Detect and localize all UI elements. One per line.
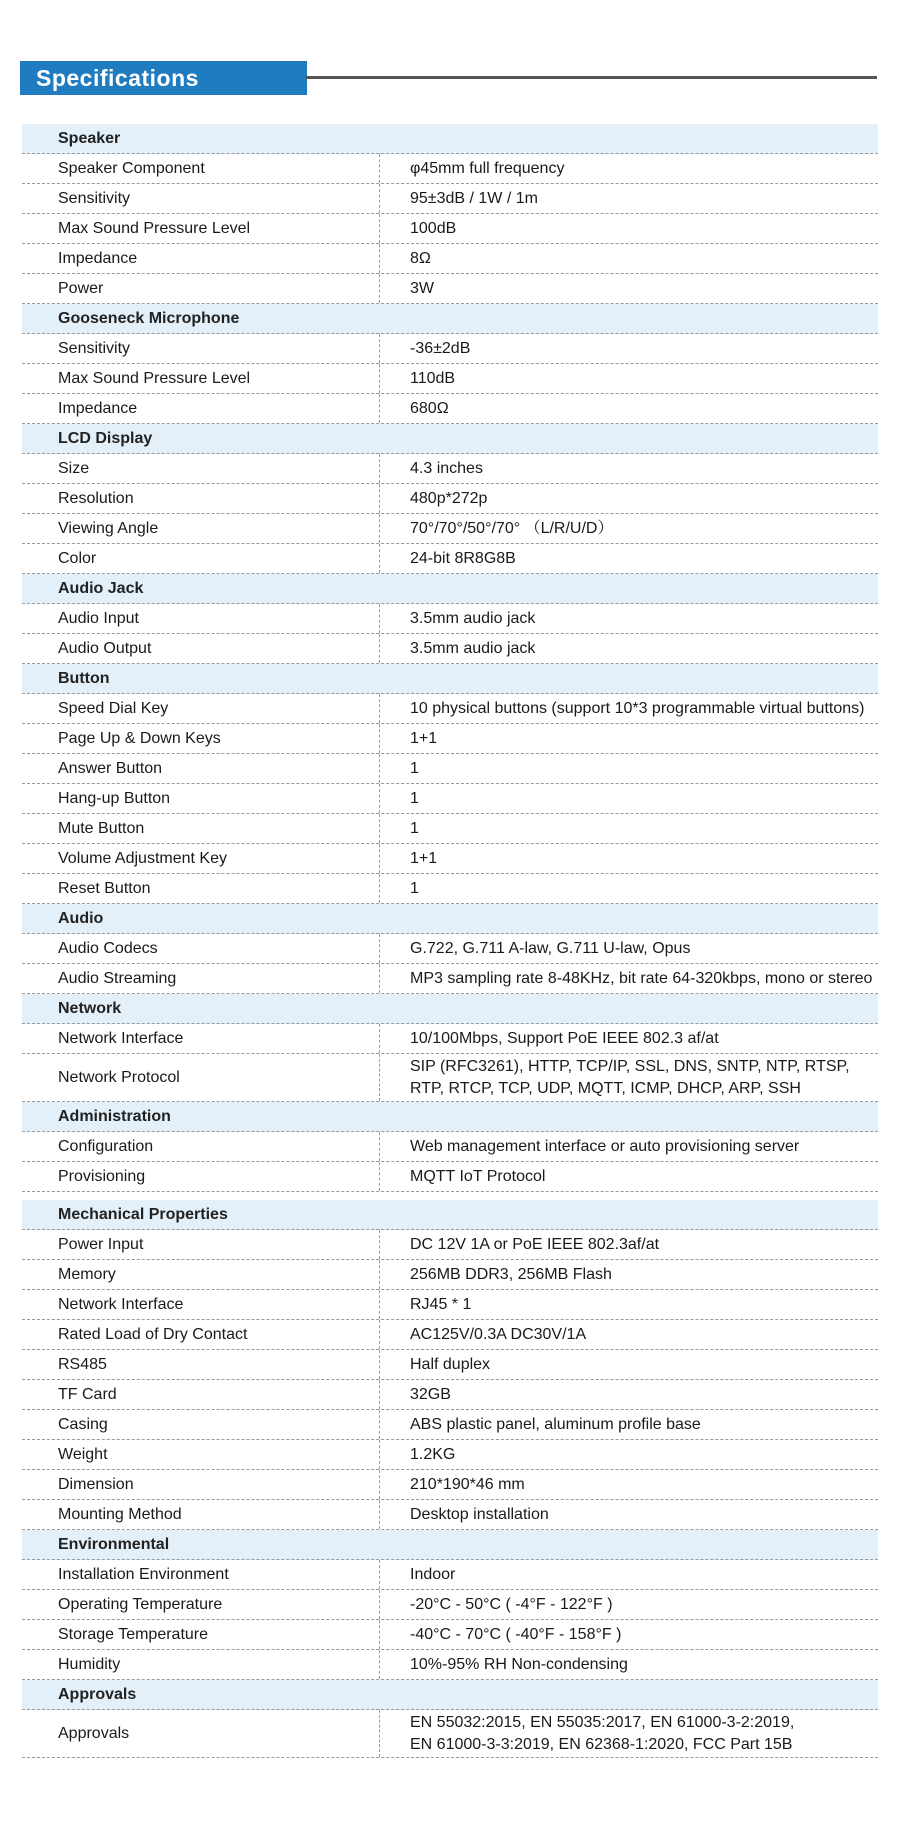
- spec-label: Casing: [22, 1410, 380, 1439]
- spec-row: [22, 1410, 878, 1440]
- spec-label: RS485: [22, 1350, 380, 1379]
- spec-row: [22, 1260, 878, 1290]
- spec-label: Power: [22, 274, 380, 303]
- spec-table-main: [22, 124, 878, 1192]
- section-header: Mechanical Properties: [22, 1200, 878, 1230]
- spec-row: [22, 1162, 878, 1192]
- spec-row: [22, 1620, 878, 1650]
- spec-value: 10%-95% RH Non-condensing: [410, 1655, 628, 1673]
- spec-value: EN 55032:2015, EN 55035:2017, EN 61000-3-2:2019, EN 61000-3-3:2019, EN 62368-1:2020, FCC Part 15B: [410, 1713, 795, 1753]
- spec-value: 70°/70°/50°/70° （L/R/U/D）: [410, 519, 614, 537]
- spec-label: Sensitivity: [22, 334, 380, 363]
- spec-row: [22, 1560, 878, 1590]
- spec-label: Configuration: [22, 1132, 380, 1161]
- spec-label: Network Interface: [22, 1024, 380, 1053]
- spec-value: RJ45 * 1: [410, 1295, 472, 1313]
- spec-label: Speaker Component: [22, 154, 380, 183]
- spec-row: [22, 1440, 878, 1470]
- spec-value: AC125V/0.3A DC30V/1A: [410, 1325, 587, 1343]
- spec-label: Impedance: [22, 394, 380, 423]
- section-header: Audio: [22, 904, 878, 934]
- spec-value: 256MB DDR3, 256MB Flash: [410, 1265, 612, 1283]
- spec-value: Desktop installation: [410, 1505, 549, 1523]
- spec-row: [22, 394, 878, 424]
- spec-label: Resolution: [22, 484, 380, 513]
- spec-row: [22, 1350, 878, 1380]
- spec-row: [22, 484, 878, 514]
- spec-label: Mute Button: [22, 814, 380, 843]
- spec-row: [22, 334, 878, 364]
- section-header: Speaker: [22, 124, 878, 154]
- spec-label: Speed Dial Key: [22, 694, 380, 723]
- spec-value: 1: [410, 759, 419, 777]
- spec-value: 32GB: [410, 1385, 451, 1403]
- spec-label: Sensitivity: [22, 184, 380, 213]
- spec-label: Memory: [22, 1260, 380, 1289]
- spec-row: [22, 454, 878, 484]
- spec-label: Viewing Angle: [22, 514, 380, 543]
- spec-value: -36±2dB: [410, 339, 471, 357]
- spec-label: Reset Button: [22, 874, 380, 903]
- spec-value: 480p*272p: [410, 489, 488, 507]
- title-rule: [306, 76, 877, 79]
- spec-value: 10/100Mbps, Support PoE IEEE 802.3 af/at: [410, 1029, 719, 1047]
- spec-value: 8Ω: [410, 249, 431, 267]
- spec-value: Half duplex: [410, 1355, 491, 1373]
- spec-label: Humidity: [22, 1650, 380, 1679]
- spec-label: Volume Adjustment Key: [22, 844, 380, 873]
- spec-value: Web management interface or auto provisioning server: [410, 1137, 800, 1155]
- spec-label: Size: [22, 454, 380, 483]
- spec-value: Indoor: [410, 1565, 456, 1583]
- spec-value: 1+1: [410, 849, 438, 867]
- spec-value: 1: [410, 819, 419, 837]
- spec-label: Answer Button: [22, 754, 380, 783]
- spec-label: Power Input: [22, 1230, 380, 1259]
- spec-row: [22, 634, 878, 664]
- spec-row: [22, 1290, 878, 1320]
- spec-value: 100dB: [410, 219, 457, 237]
- spec-row: [22, 1132, 878, 1162]
- spec-label: TF Card: [22, 1380, 380, 1409]
- section-header: LCD Display: [22, 424, 878, 454]
- section-header: Environmental: [22, 1530, 878, 1560]
- spec-row: [22, 154, 878, 184]
- section-header: Network: [22, 994, 878, 1024]
- spec-value: -40°C - 70°C ( -40°F - 158°F ): [410, 1625, 622, 1643]
- spec-value: 3.5mm audio jack: [410, 639, 536, 657]
- spec-row: [22, 814, 878, 844]
- spec-value: 210*190*46 mm: [410, 1475, 525, 1493]
- spec-label: Approvals: [22, 1710, 380, 1757]
- spec-value: 1: [410, 879, 419, 897]
- spec-row: [22, 1320, 878, 1350]
- spec-label: Installation Environment: [22, 1560, 380, 1589]
- spec-row: [22, 184, 878, 214]
- spec-label: Network Interface: [22, 1290, 380, 1319]
- spec-row: [22, 1500, 878, 1530]
- spec-label: Color: [22, 544, 380, 573]
- spec-value: 10 physical buttons (support 10*3 programmable virtual buttons): [410, 699, 865, 717]
- spec-row: [22, 784, 878, 814]
- spec-value: 3.5mm audio jack: [410, 609, 536, 627]
- spec-label: Audio Output: [22, 634, 380, 663]
- spec-label: Provisioning: [22, 1162, 380, 1191]
- spec-row: [22, 364, 878, 394]
- spec-label: Audio Codecs: [22, 934, 380, 963]
- spec-row: [22, 1380, 878, 1410]
- spec-label: Impedance: [22, 244, 380, 273]
- spec-row: [22, 1230, 878, 1260]
- spec-label: Audio Input: [22, 604, 380, 633]
- spec-value: 4.3 inches: [410, 459, 483, 477]
- spec-row: [22, 604, 878, 634]
- spec-row: [22, 1024, 878, 1054]
- spec-value: -20°C - 50°C ( -4°F - 122°F ): [410, 1595, 613, 1613]
- spec-row: [22, 244, 878, 274]
- section-header: Button: [22, 664, 878, 694]
- spec-value: ABS plastic panel, aluminum profile base: [410, 1415, 701, 1433]
- spec-value: 1.2KG: [410, 1445, 456, 1463]
- spec-row: [22, 844, 878, 874]
- spec-row: [22, 1650, 878, 1680]
- spec-value: 24-bit 8R8G8B: [410, 549, 516, 567]
- spec-label: Page Up & Down Keys: [22, 724, 380, 753]
- spec-row: [22, 274, 878, 304]
- page-title: Specifications: [20, 61, 307, 95]
- spec-row: [22, 964, 878, 994]
- spec-label: Rated Load of Dry Contact: [22, 1320, 380, 1349]
- spec-row: [22, 1054, 878, 1102]
- spec-value: MP3 sampling rate 8-48KHz, bit rate 64-320kbps, mono or stereo: [410, 969, 873, 987]
- spec-value: φ45mm full frequency: [410, 159, 565, 177]
- spec-value: 3W: [410, 279, 434, 297]
- spec-row: [22, 724, 878, 754]
- spec-label: Operating Temperature: [22, 1590, 380, 1619]
- spec-value: G.722, G.711 A-law, G.711 U-law, Opus: [410, 939, 691, 957]
- spec-label: Network Protocol: [22, 1054, 380, 1101]
- spec-row: [22, 1470, 878, 1500]
- section-header: Gooseneck Microphone: [22, 304, 878, 334]
- spec-row: [22, 754, 878, 784]
- spec-value: 110dB: [410, 369, 456, 387]
- spec-label: Mounting Method: [22, 1500, 380, 1529]
- spec-value: 95±3dB / 1W / 1m: [410, 189, 538, 207]
- spec-label: Audio Streaming: [22, 964, 380, 993]
- spec-label: Hang-up Button: [22, 784, 380, 813]
- spec-row: [22, 1710, 878, 1758]
- spec-label: Dimension: [22, 1470, 380, 1499]
- spec-row: [22, 514, 878, 544]
- spec-label: Max Sound Pressure Level: [22, 214, 380, 243]
- spec-label: Weight: [22, 1440, 380, 1469]
- spec-value: 680Ω: [410, 399, 449, 417]
- spec-value: DC 12V 1A or PoE IEEE 802.3af/at: [410, 1235, 660, 1253]
- spec-row: [22, 1590, 878, 1620]
- spec-value: MQTT IoT Protocol: [410, 1167, 546, 1185]
- spec-row: [22, 214, 878, 244]
- spec-row: [22, 544, 878, 574]
- spec-value: 1+1: [410, 729, 438, 747]
- spec-value: SIP (RFC3261), HTTP, TCP/IP, SSL, DNS, SNTP, NTP, RTSP, RTP, RTCP, TCP, UDP, MQTT, ICMP, DHCP, ARP, SSH: [410, 1057, 850, 1097]
- spec-value: 1: [410, 789, 419, 807]
- spec-table-physical: [22, 1200, 878, 1758]
- section-header: Administration: [22, 1102, 878, 1132]
- spec-label: Storage Temperature: [22, 1620, 380, 1649]
- spec-row: [22, 874, 878, 904]
- section-header: Approvals: [22, 1680, 878, 1710]
- spec-row: [22, 694, 878, 724]
- spec-row: [22, 934, 878, 964]
- section-header: Audio Jack: [22, 574, 878, 604]
- spec-label: Max Sound Pressure Level: [22, 364, 380, 393]
